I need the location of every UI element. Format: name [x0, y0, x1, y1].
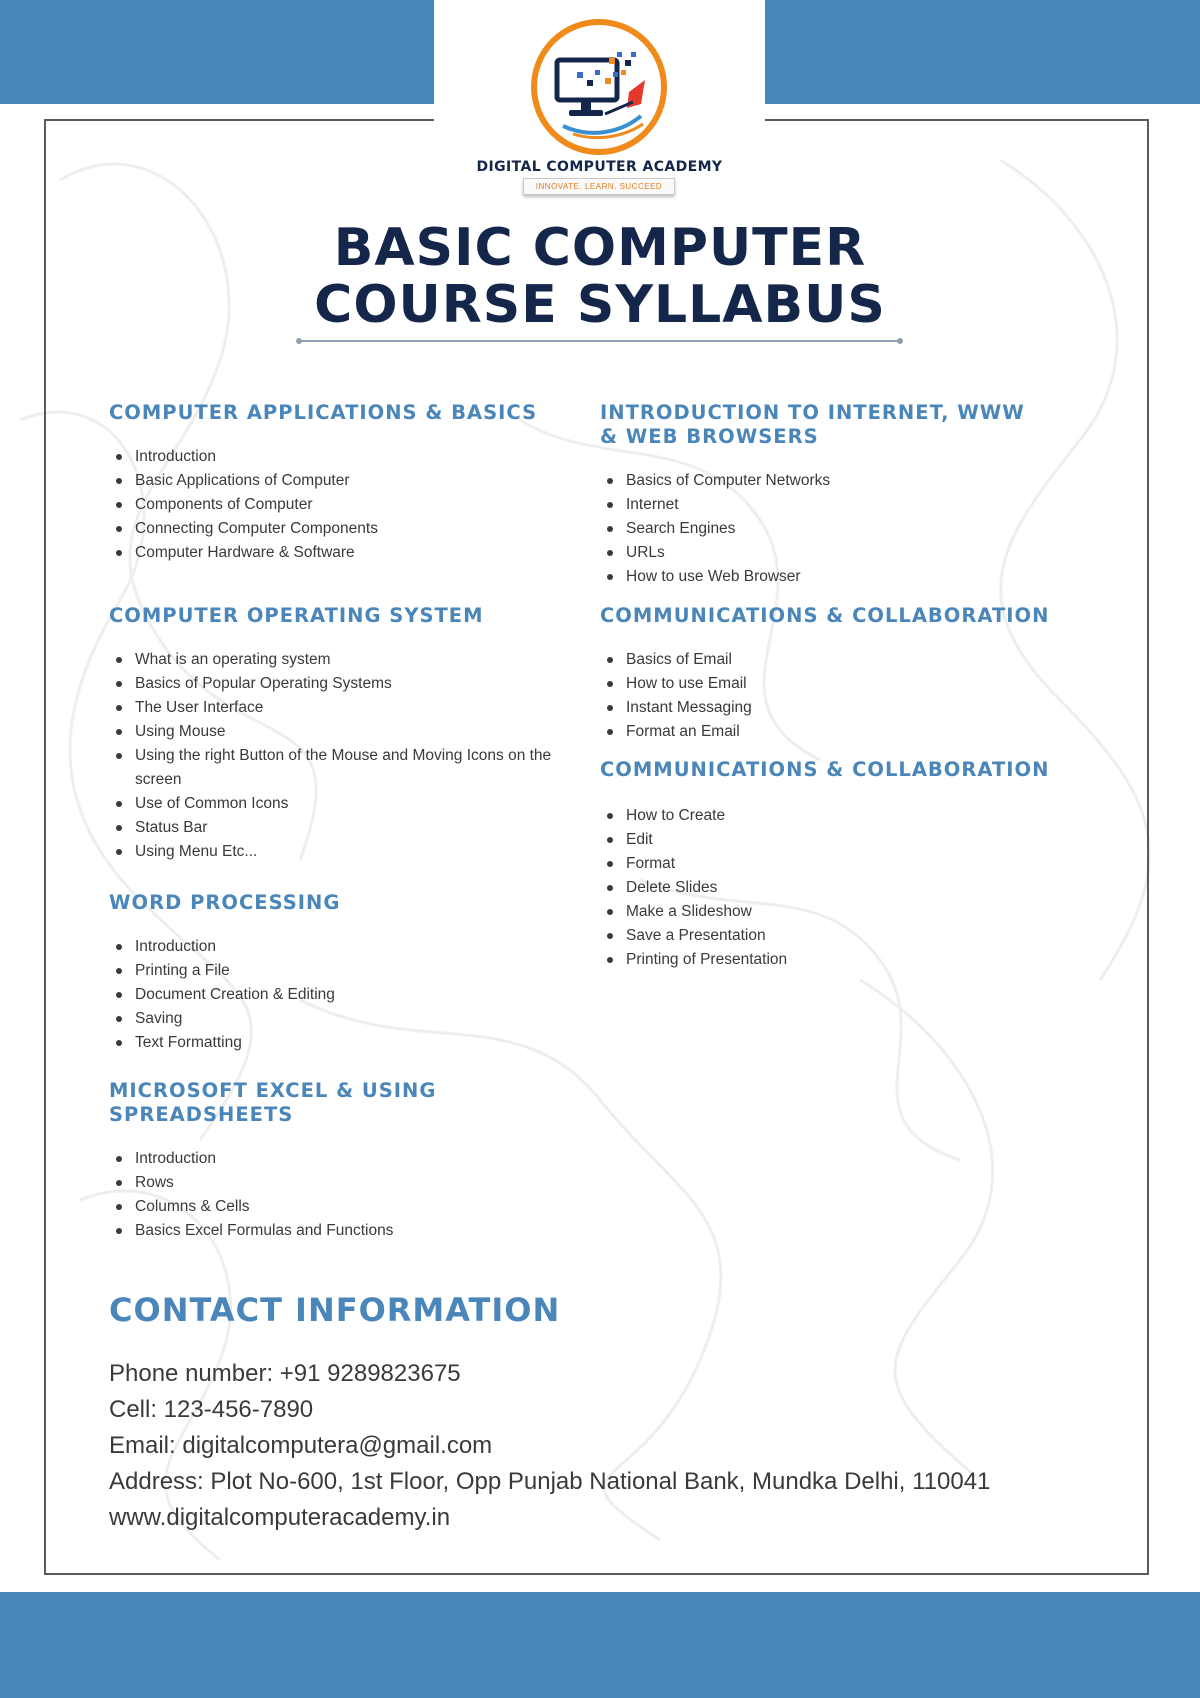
page-title [0, 220, 1200, 334]
list-item: Delete Slides [600, 876, 1070, 900]
title-divider [299, 340, 900, 342]
left-column-sec-1 [109, 401, 554, 565]
list-item: Instant Messaging [600, 696, 1070, 720]
contact-address: Address: Plot No-600, 1st Floor, Opp Punjab National Bank, Mundka Delhi, 110041 [109, 1468, 991, 1495]
contact-cell: Cell: 123-456-7890 [109, 1396, 314, 1423]
list-item: Basic Applications of Computer [109, 469, 554, 493]
academy-name: DIGITAL COMPUTER ACADEMY [476, 159, 723, 175]
list-item: Use of Common Icons [109, 792, 554, 816]
list-item: Introduction [109, 445, 554, 469]
right-column-sec-1 [600, 401, 1045, 589]
contact-info [109, 1356, 1129, 1536]
section-list [600, 804, 1070, 972]
list-item: What is an operating system [109, 648, 554, 672]
section-heading: MICROSOFT EXCEL & USING SPREADSHEETS [109, 1079, 437, 1126]
list-item: How to Create [600, 804, 1070, 828]
list-item: Columns & Cells [109, 1195, 469, 1219]
list-item: Computer Hardware & Software [109, 541, 554, 565]
list-item: Using Mouse [109, 720, 554, 744]
list-item: Printing of Presentation [600, 948, 1070, 972]
section-heading: COMPUTER APPLICATIONS & BASICS [109, 401, 538, 424]
title-line-2: COURSE SYLLABUS [314, 275, 886, 335]
list-item: How to use Email [600, 672, 1070, 696]
left-column-sec-3 [109, 891, 554, 1055]
list-item: Connecting Computer Components [109, 517, 554, 541]
section-list [600, 469, 1045, 589]
contact-phone: Phone number: +91 9289823675 [109, 1360, 461, 1387]
list-item: Search Engines [600, 517, 1045, 541]
list-item: Introduction [109, 1147, 469, 1171]
academy-tagline: INNOVATE. LEARN. SUCCEED [523, 178, 675, 195]
list-item: Format an Email [600, 720, 1070, 744]
academy-logo [434, 0, 765, 200]
list-item: Using the right Button of the Mouse and Moving Icons on the screen [109, 744, 554, 792]
list-item: Saving [109, 1007, 554, 1031]
list-item: Introduction [109, 935, 554, 959]
list-item: Basics of Computer Networks [600, 469, 1045, 493]
section-heading: COMMUNICATIONS & COLLABORATION [600, 604, 1050, 627]
list-item: Format [600, 852, 1070, 876]
left-column-sec-4 [109, 1079, 469, 1243]
contact-email: Email: digitalcomputera@gmail.com [109, 1432, 493, 1459]
list-item: URLs [600, 541, 1045, 565]
section-heading: COMPUTER OPERATING SYSTEM [109, 604, 484, 627]
list-item: Basics Excel Formulas and Functions [109, 1219, 469, 1243]
list-item: Components of Computer [109, 493, 554, 517]
section-list [109, 648, 554, 864]
right-column-sec-3 [600, 758, 1070, 972]
list-item: Save a Presentation [600, 924, 1070, 948]
title-line-1: BASIC COMPUTER [333, 218, 867, 278]
list-item: The User Interface [109, 696, 554, 720]
left-column-sec-2 [109, 604, 554, 864]
section-list [600, 648, 1070, 744]
section-heading: COMMUNICATIONS & COLLABORATION [600, 758, 1050, 781]
list-item: Rows [109, 1171, 469, 1195]
section-list [109, 1147, 469, 1243]
list-item: Printing a File [109, 959, 554, 983]
right-column-sec-2 [600, 604, 1070, 744]
computer-logo-icon [529, 16, 669, 158]
section-list [109, 935, 554, 1055]
contact-heading: CONTACT INFORMATION [109, 1291, 561, 1329]
section-heading: INTRODUCTION TO INTERNET, WWW & WEB BROWSERS [600, 401, 1025, 448]
list-item: Using Menu Etc... [109, 840, 554, 864]
list-item: Internet [600, 493, 1045, 517]
list-item: Edit [600, 828, 1070, 852]
section-list [109, 445, 554, 565]
list-item: How to use Web Browser [600, 565, 1045, 589]
list-item: Document Creation & Editing [109, 983, 554, 1007]
list-item: Text Formatting [109, 1031, 554, 1055]
list-item: Basics of Popular Operating Systems [109, 672, 554, 696]
list-item: Make a Slideshow [600, 900, 1070, 924]
list-item: Status Bar [109, 816, 554, 840]
section-heading: WORD PROCESSING [109, 891, 341, 914]
list-item: Basics of Email [600, 648, 1070, 672]
contact-website: www.digitalcomputeracademy.in [109, 1504, 451, 1531]
